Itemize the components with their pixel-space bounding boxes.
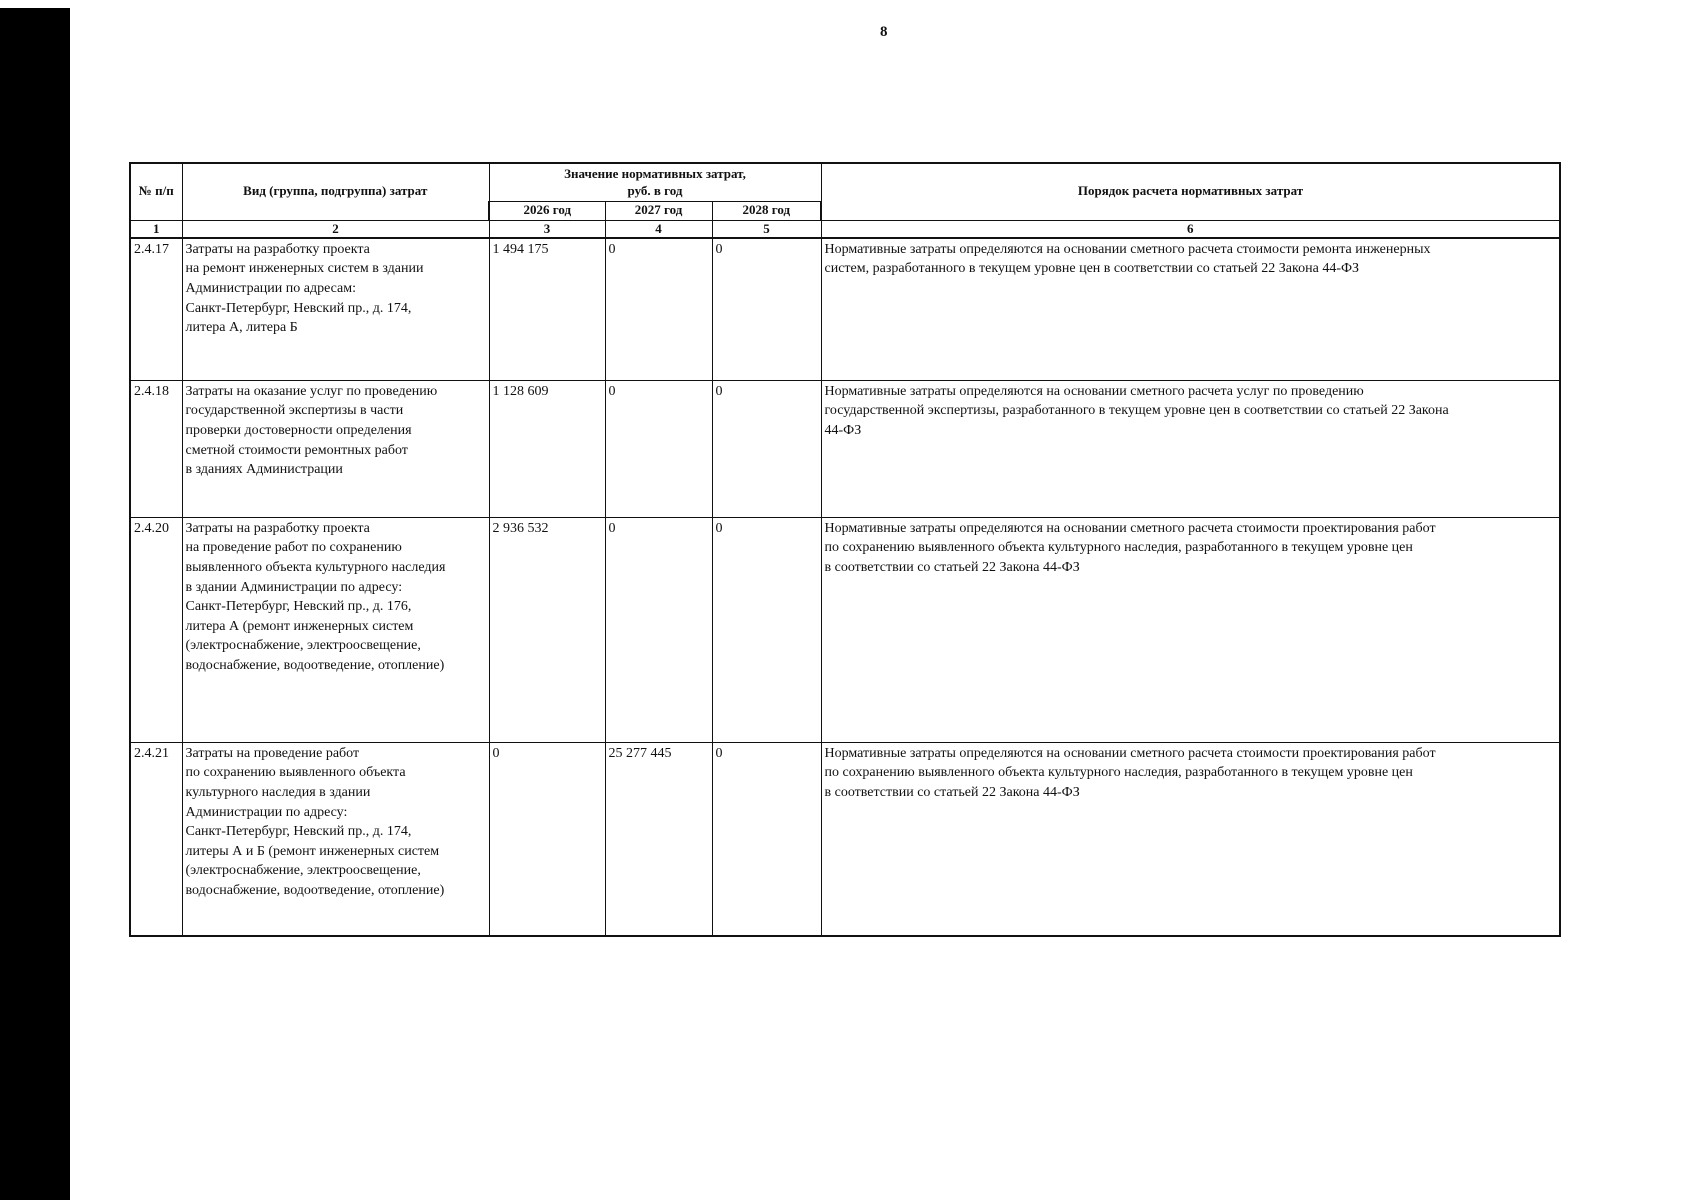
row-number: 2.4.20 [130, 517, 182, 742]
header-procedure: Порядок расчета нормативных затрат [821, 163, 1560, 220]
value-2027-cell: 25 277 445 [605, 742, 712, 936]
page-number: 8 [880, 24, 888, 40]
value-2027-cell: 0 [605, 380, 712, 517]
header-year-2026: 2026 год [489, 201, 605, 220]
header-num: № п/п [130, 163, 182, 220]
cost-type-cell: Затраты на разработку проекта на проведение работ по сохранению выявленного объекта культурного наследия в здании Администрации по адресу: Санкт-Петербург, Невский пр., д. 176, литера А (ремонт инженерных систем (электроснабжение, электроосвещение, водоснабжение, водоотведение, отопление) [182, 517, 489, 742]
header-year-2028: 2028 год [712, 201, 821, 220]
cost-type-cell: Затраты на разработку проекта на ремонт инженерных систем в здании Администрации по адресам: Санкт-Петербург, Невский пр., д. 174, литера А, литера Б [182, 238, 489, 381]
header-row [130, 163, 1560, 201]
procedure-cell: Нормативные затраты определяются на основании сметного расчета стоимости ремонта инженерных систем, разработанного в текущем уровне цен в соответствии со статьей 22 Закона 44-ФЗ [821, 238, 1560, 381]
value-2026-cell: 2 936 532 [489, 517, 605, 742]
table-row [130, 517, 1560, 742]
column-number: 3 [489, 220, 605, 238]
table-row [130, 380, 1560, 517]
column-number: 5 [712, 220, 821, 238]
value-2028-cell: 0 [712, 380, 821, 517]
procedure-cell: Нормативные затраты определяются на основании сметного расчета услуг по проведению государственной экспертизы, разработанного в текущем уровне цен в соответствии со статьей 22 Закона 44-ФЗ [821, 380, 1560, 517]
column-number: 6 [821, 220, 1560, 238]
header-cost-type: Вид (группа, подгруппа) затрат [182, 163, 489, 220]
column-number: 4 [605, 220, 712, 238]
table-row [130, 238, 1560, 381]
value-2027-cell: 0 [605, 517, 712, 742]
procedure-cell: Нормативные затраты определяются на основании сметного расчета стоимости проектирования работ по сохранению выявленного объекта культурного наследия, разработанного в текущем уровне цен в соответствии со статьей 22 Закона 44-ФЗ [821, 517, 1560, 742]
row-number: 2.4.18 [130, 380, 182, 517]
procedure-cell: Нормативные затраты определяются на основании сметного расчета стоимости проектирования работ по сохранению выявленного объекта культурного наследия, разработанного в текущем уровне цен в соответствии со статьей 22 Закона 44-ФЗ [821, 742, 1560, 936]
value-2028-cell: 0 [712, 742, 821, 936]
header-value-group: Значение нормативных затрат, руб. в год [489, 163, 821, 201]
table-row [130, 742, 1560, 936]
normative-costs-table [129, 162, 1561, 937]
column-number: 2 [182, 220, 489, 238]
row-number: 2.4.21 [130, 742, 182, 936]
row-number: 2.4.17 [130, 238, 182, 381]
column-numbers-row [130, 220, 1560, 238]
value-2026-cell: 1 128 609 [489, 380, 605, 517]
header-year-2027: 2027 год [605, 201, 712, 220]
cost-type-cell: Затраты на оказание услуг по проведению государственной экспертизы в части проверки достоверности определения сметной стоимости ремонтных работ в зданиях Администрации [182, 380, 489, 517]
scan-edge [0, 8, 70, 1200]
cost-type-cell: Затраты на проведение работ по сохранению выявленного объекта культурного наследия в здании Администрации по адресу: Санкт-Петербург, Невский пр., д. 174, литеры А и Б (ремонт инженерных систем (электроснабжение, электроосвещение, водоснабжение, водоотведение, отопление) [182, 742, 489, 936]
value-2028-cell: 0 [712, 238, 821, 381]
column-number: 1 [130, 220, 182, 238]
value-2027-cell: 0 [605, 238, 712, 381]
value-2026-cell: 0 [489, 742, 605, 936]
value-2028-cell: 0 [712, 517, 821, 742]
value-2026-cell: 1 494 175 [489, 238, 605, 381]
